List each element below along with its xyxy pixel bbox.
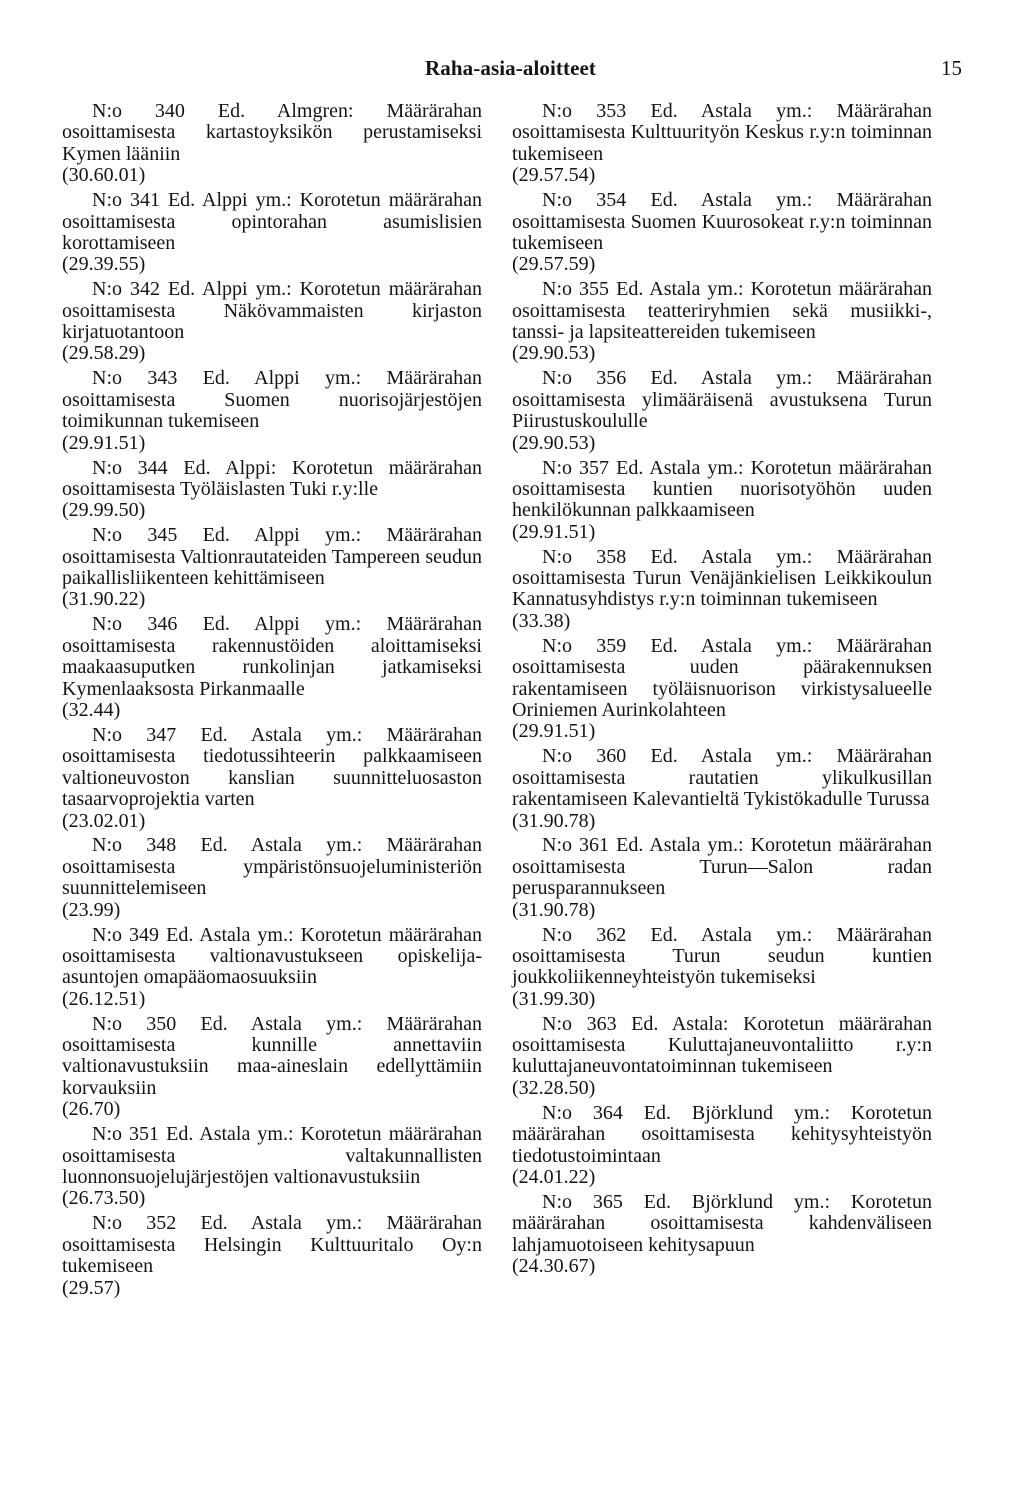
motion-entry: [62, 190, 482, 276]
motion-text: N:o 348 Ed. Astala ym.: Määrärahan osoittamisesta ympäristönsuojeluministeriön suunnittelemiseen: [62, 834, 482, 900]
budget-item-code: (31.90.78): [512, 809, 596, 832]
motion-text: N:o 358 Ed. Astala ym.: Määrärahan osoittamisesta Turun Venäjänkielisen Leikkikoulun Kannatusyhdistys r.y:n toiminnan tukemiseen: [512, 545, 932, 611]
motion-entry: [512, 925, 932, 1011]
motion-text: N:o 347 Ed. Astala ym.: Määrärahan osoittamisesta tiedotussihteerin palkkaamiseen valtioneuvoston kanslian suunnitteluosaston tasaarvoprojektia varten: [62, 723, 482, 811]
budget-item-code: (29.57.54): [512, 164, 596, 187]
motion-text: N:o 345 Ed. Alppi ym.: Määrärahan osoittamisesta Valtionrautateiden Tampereen seudun paikallisliikenteen kehittämiseen: [62, 524, 482, 590]
budget-item-code: (29.90.53): [512, 342, 596, 365]
budget-item-code: (29.57): [62, 1276, 121, 1299]
motion-entry: [512, 1192, 932, 1278]
motion-entry: [62, 835, 482, 921]
motion-text: N:o 344 Ed. Alppi: Korotetun määrärahan osoittamisesta Työläislasten Tuki r.y:lle: [62, 456, 482, 500]
budget-item-code: (26.12.51): [62, 987, 146, 1010]
budget-item-code: (29.58.29): [62, 342, 146, 365]
right-column: [512, 101, 932, 1281]
motion-entry: [512, 746, 932, 832]
motion-text: N:o 351 Ed. Astala ym.: Korotetun määrärahan osoittamisesta valtakunnallisten luonnonsuojelujärjestöjen valtionavustuksiin: [62, 1123, 482, 1188]
motion-text: N:o 346 Ed. Alppi ym.: Määrärahan osoittamisesta rakennustöiden aloittamiseksi maakaasuputken runkolinjan jatkamiseksi Kymenlaaksosta Pirkanmaalle: [62, 613, 482, 700]
budget-item-code: (29.91.51): [62, 431, 146, 454]
page-number: 15: [941, 56, 962, 80]
budget-item-code: (33.38): [512, 609, 571, 632]
motion-text: N:o 341 Ed. Alppi ym.: Korotetun määrärahan osoittamisesta opintorahan asumislisien korottamiseen: [62, 189, 482, 254]
motion-text: N:o 355 Ed. Astala ym.: Korotetun määrärahan osoittamisesta teatteriryhmien sekä musiikki-, tanssi- ja lapsiteattereiden tukemiseen: [512, 278, 932, 344]
budget-item-code: (32.28.50): [512, 1076, 596, 1099]
budget-item-code: (24.30.67): [512, 1255, 596, 1278]
motion-text: N:o 340 Ed. Almgren: Määrärahan osoittamisesta kartastoyksikön perustamiseksi Kymen lääniin: [62, 100, 482, 165]
motion-entry: [62, 1124, 482, 1210]
motion-text: N:o 352 Ed. Astala ym.: Määrärahan osoittamisesta Helsingin Kulttuuritalo Oy:n tukemiseen: [62, 1212, 482, 1278]
running-title: Raha-asia-aloitteet: [425, 56, 597, 80]
motion-text: N:o 356 Ed. Astala ym.: Määrärahan osoittamisesta ylimääräisenä avustuksena Turun Piirustuskoululle: [512, 367, 932, 433]
motion-entry: [512, 279, 932, 365]
motion-entry: [512, 190, 932, 276]
motion-entry: [512, 1103, 932, 1189]
motion-entry: [62, 1014, 482, 1121]
motion-entry: [512, 368, 932, 454]
motion-text: N:o 342 Ed. Alppi ym.: Korotetun määrärahan osoittamisesta Näkövammaisten kirjaston kirjatuotantoon: [62, 278, 482, 344]
motion-text: N:o 362 Ed. Astala ym.: Määrärahan osoittamisesta Turun seudun kuntien joukkoliikenneyhteistyön tukemiseksi: [512, 923, 932, 989]
budget-item-code: (29.57.59): [512, 253, 596, 276]
motion-entry: [512, 458, 932, 544]
budget-item-code: (23.02.01): [62, 809, 146, 832]
motion-text: N:o 350 Ed. Astala ym.: Määrärahan osoittamisesta kunnille annettaviin valtionavustuksiin maa-aineslain edellyttämiin korvauksiin: [62, 1012, 482, 1099]
budget-item-code: (26.73.50): [62, 1187, 146, 1210]
motion-entry: [62, 925, 482, 1011]
page-header: [0, 56, 1024, 86]
motion-text: N:o 365 Ed. Björklund ym.: Korotetun määrärahan osoittamisesta kahdenväliseen lahjamuotoiseen kehitysapuun: [512, 1190, 932, 1256]
motion-text: N:o 363 Ed. Astala: Korotetun määrärahan osoittamisesta Kuluttajaneuvontaliitto r.y:n kuluttajaneuvontatoiminnan tukemiseen: [512, 1012, 932, 1078]
motion-text: N:o 364 Ed. Björklund ym.: Korotetun määrärahan osoittamisesta kehitysyhteistyön tiedotustoimintaan: [512, 1101, 932, 1167]
budget-item-code: (29.91.51): [512, 720, 596, 743]
motion-entry: [512, 835, 932, 921]
budget-item-code: (24.01.22): [512, 1166, 596, 1188]
budget-item-code: (26.70): [62, 1098, 121, 1121]
budget-item-code: (23.99): [62, 898, 121, 921]
motion-entry: [62, 525, 482, 611]
budget-item-code: (29.99.50): [62, 499, 146, 522]
motion-text: N:o 349 Ed. Astala ym.: Korotetun määrärahan osoittamisesta valtionavustukseen opiskelija-asuntojen omapääomaosuuksiin: [62, 923, 482, 989]
budget-item-code: (30.60.01): [62, 164, 146, 187]
motion-entry: [62, 368, 482, 454]
motion-entry: [62, 458, 482, 522]
motion-entry: [512, 1014, 932, 1100]
motion-text: N:o 354 Ed. Astala ym.: Määrärahan osoittamisesta Suomen Kuurosokeat r.y:n toiminnan tukemiseen: [512, 189, 932, 254]
budget-item-code: (31.90.78): [512, 898, 596, 921]
budget-item-code: (31.90.22): [62, 588, 146, 611]
motion-entry: [62, 279, 482, 365]
motion-entry: [512, 547, 932, 633]
motion-entry: [62, 1213, 482, 1299]
budget-item-code: (31.99.30): [512, 987, 596, 1010]
motion-entry: [512, 101, 932, 187]
motion-entry: [62, 101, 482, 187]
budget-item-code: (32.44): [62, 698, 121, 721]
budget-item-code: (29.39.55): [62, 253, 146, 276]
motion-text: N:o 343 Ed. Alppi ym.: Määrärahan osoittamisesta Suomen nuorisojärjestöjen toimikunnan tukemiseen: [62, 367, 482, 433]
budget-item-code: (29.90.53): [512, 431, 596, 454]
motion-text: N:o 361 Ed. Astala ym.: Korotetun määrärahan osoittamisesta Turun—Salon radan perusparannukseen: [512, 834, 932, 900]
budget-item-code: (29.91.51): [512, 520, 596, 543]
left-column: [62, 101, 482, 1302]
motion-text: N:o 353 Ed. Astala ym.: Määrärahan osoittamisesta Kulttuurityön Keskus r.y:n toiminnan tukemiseen: [512, 100, 932, 165]
motion-text: N:o 359 Ed. Astala ym.: Määrärahan osoittamisesta uuden päärakennuksen rakentamiseen työläisnuorison virkistysalueelle Oriniemen Aurinkolahteen: [512, 634, 932, 721]
motion-entry: [512, 636, 932, 743]
motion-text: N:o 360 Ed. Astala ym.: Määrärahan osoittamisesta rautatien ylikulkusillan rakentamiseen Kalevantieltä Tykistökadulle Turussa: [512, 745, 932, 811]
motion-entry: [62, 614, 482, 721]
motion-text: N:o 357 Ed. Astala ym.: Korotetun määrärahan osoittamisesta kuntien nuorisotyöhön uuden henkilökunnan palkkaamiseen: [512, 456, 932, 522]
motion-entry: [62, 725, 482, 832]
